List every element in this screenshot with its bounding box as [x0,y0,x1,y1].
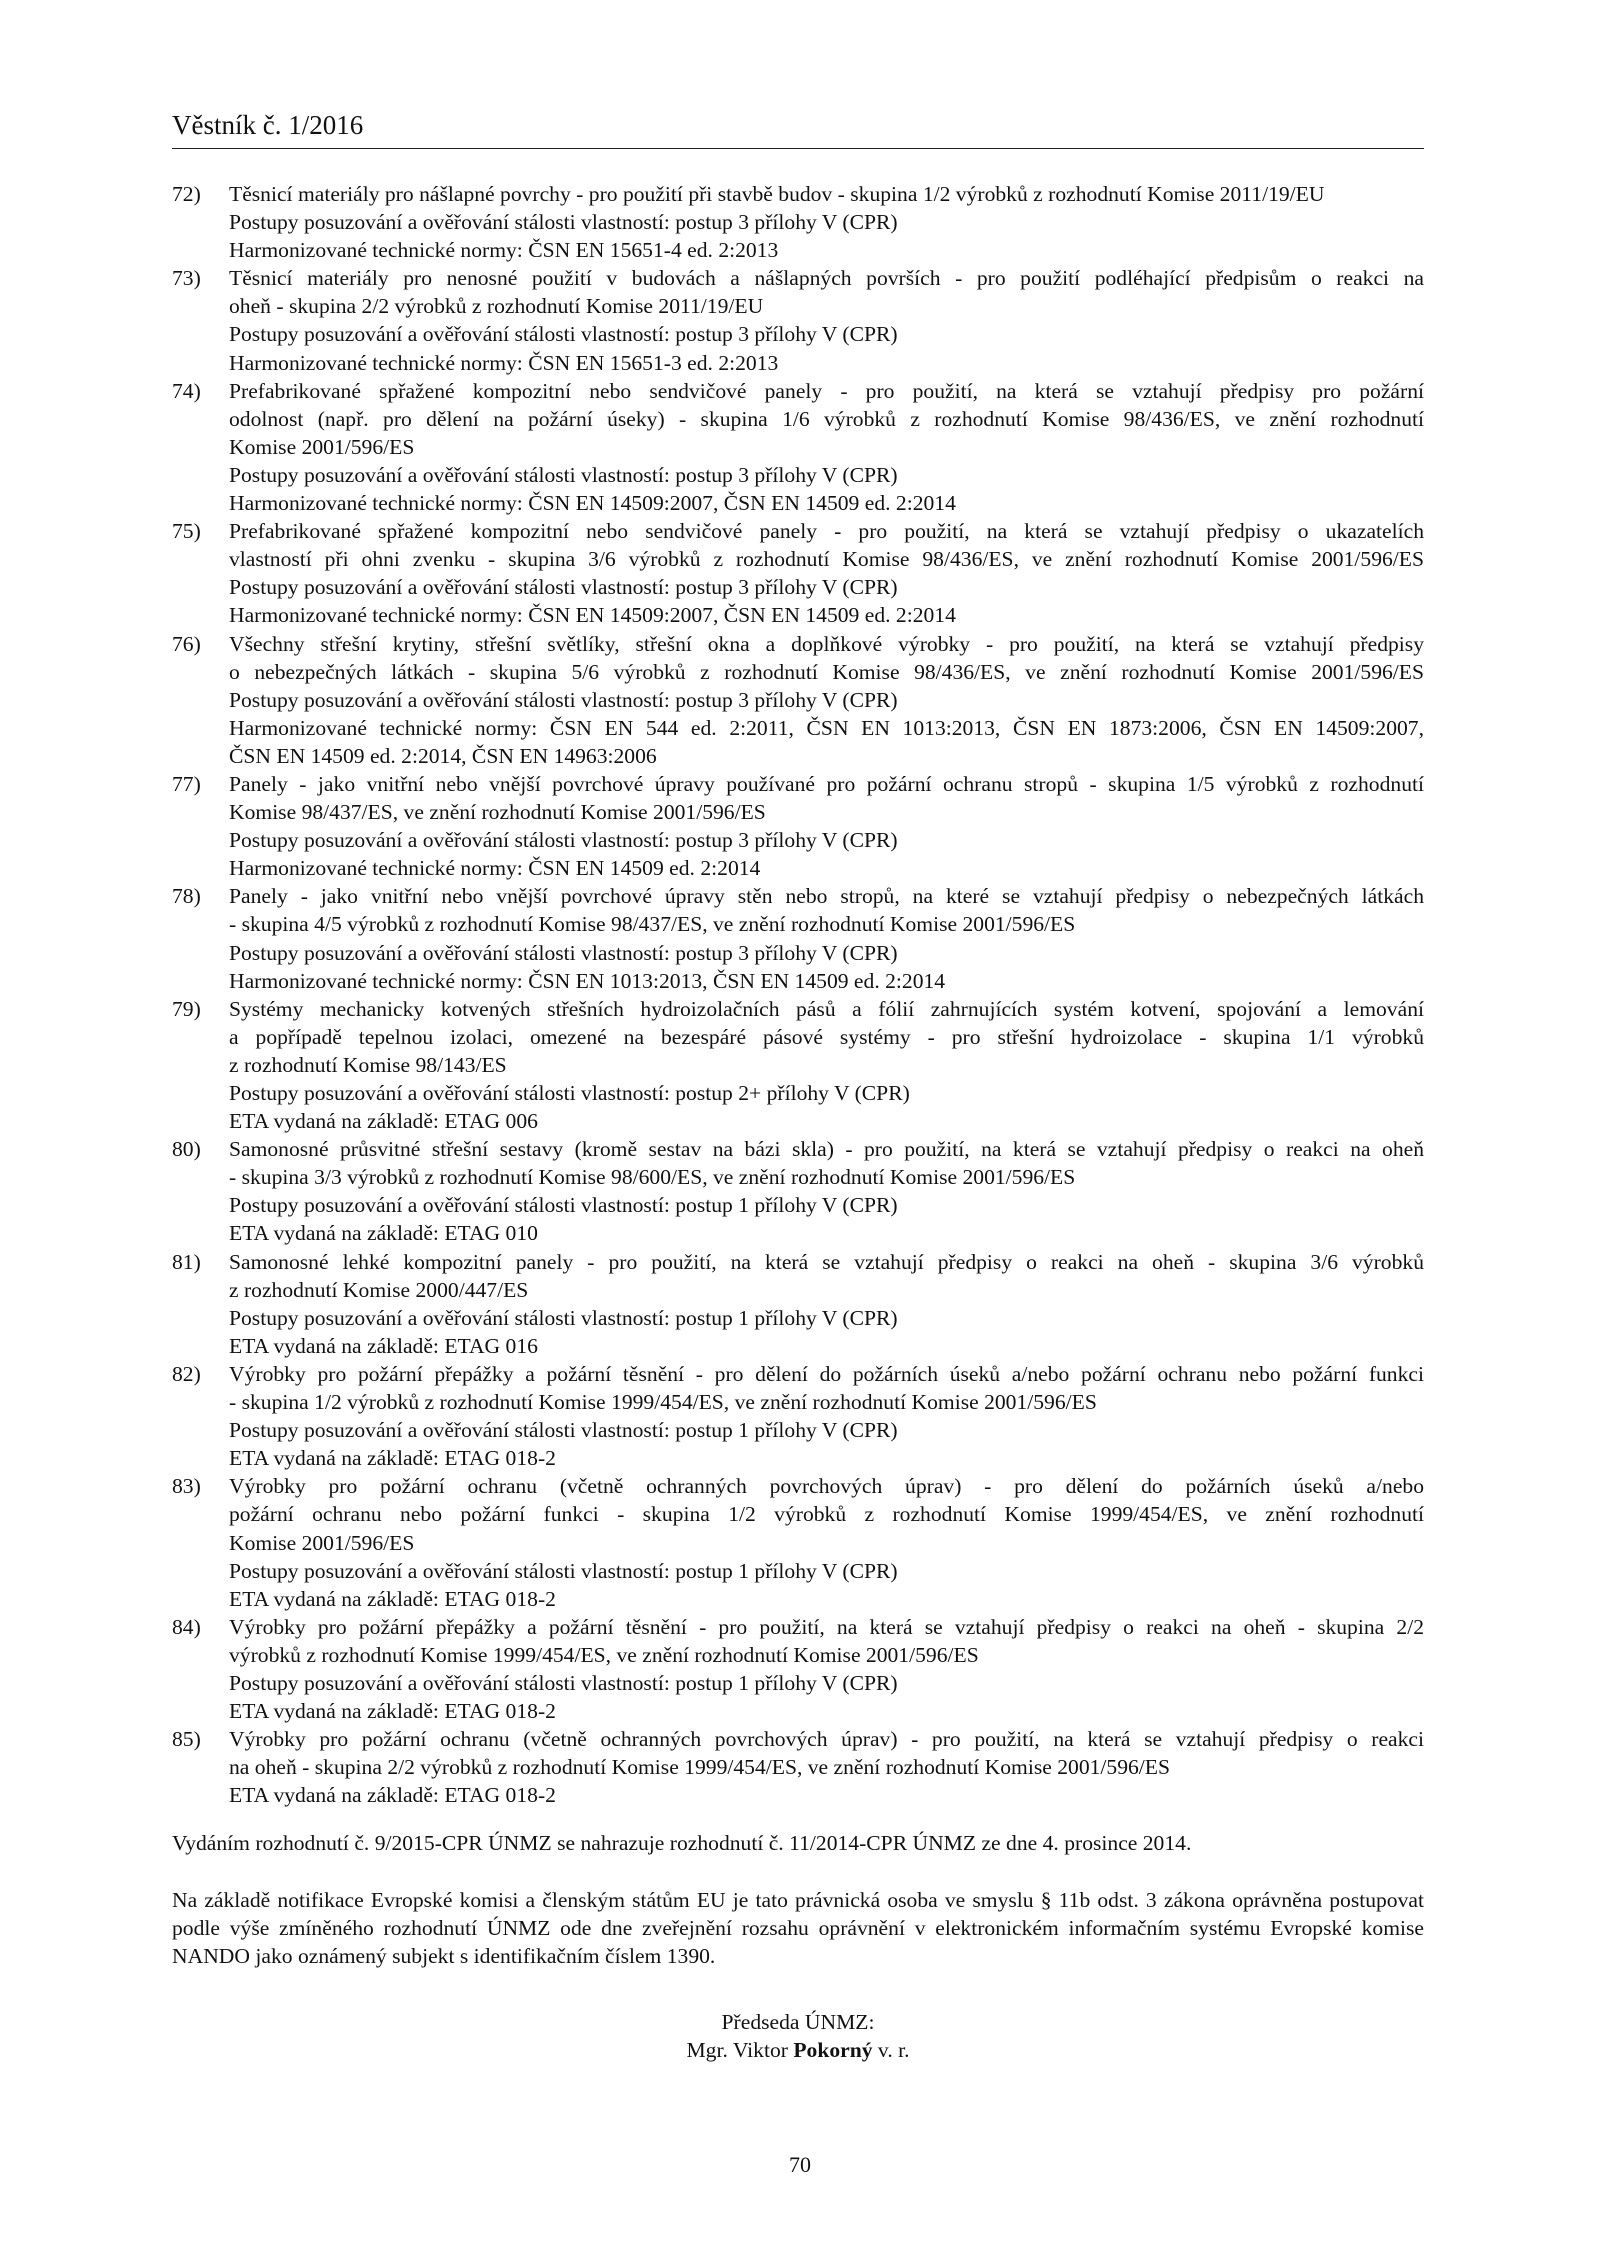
list-item [172,377,1424,517]
list-item [172,1248,1424,1360]
list-item-line: Komise 98/437/ES, ve znění rozhodnutí Komise 2001/596/ES [229,800,766,825]
list-item-line: Panely - jako vnitřní nebo vnější povrchové úpravy používané pro požární ochranu stropů - skupina 1/5 výrobků z rozhodnutí [229,771,1424,796]
list-item-line: Postupy posuzování a ověřování stálosti vlastností: postup 1 přílohy V (CPR) [229,1670,898,1695]
list-item-line: z rozhodnutí Komise 98/143/ES [229,1052,507,1077]
list-item-line: Postupy posuzování a ověřování stálosti vlastností: postup 3 přílohy V (CPR) [229,210,898,235]
list-item-line: Harmonizované technické normy: ČSN EN 544 ed. 2:2011, ČSN EN 1013:2013, ČSN EN 1873:2006, ČSN EN 14509:2007, [229,715,1424,740]
list-item-line: požární ochranu nebo požární funkci - skupina 1/2 výrobků z rozhodnutí Komise 1999/454/ES, ve znění rozhodnutí [229,1502,1424,1527]
list-item [172,1135,1424,1247]
list-item-line: Postupy posuzování a ověřování stálosti vlastností: postup 3 přílohy V (CPR) [229,828,898,853]
numbered-list [172,180,1424,1809]
list-item-line: o nebezpečných látkách - skupina 5/6 výrobků z rozhodnutí Komise 98/436/ES, ve znění rozhodnutí Komise 2001/596/ES [229,659,1424,684]
list-item-line: Všechny střešní krytiny, střešní světlíky, střešní okna a doplňkové výrobky - pro použití, na která se vztahují předpisy [229,631,1424,656]
list-item-line: Harmonizované technické normy: ČSN EN 15651-4 ed. 2:2013 [229,238,779,263]
notification-paragraph: Na základě notifikace Evropské komisi a členským státům EU je tato právnická osoba ve smyslu § 11b odst. 3 zákona oprávněna postupovat podle výše zmíněného rozhodnutí ÚNMZ ode dne zveřejnění rozsahu oprávnění v elektronickém informačním systému Evropské komise NANDO jako oznámený subjekt s identifikačním číslem 1390. [172,1887,1424,1968]
list-item-number: 75) [172,519,201,544]
list-item-line: Postupy posuzování a ověřování stálosti vlastností: postup 1 přílohy V (CPR) [229,1558,898,1583]
list-item-number: 84) [172,1614,201,1639]
list-item-line: Harmonizované technické normy: ČSN EN 14509 ed. 2:2014 [229,856,761,881]
list-item-line: Komise 2001/596/ES [229,434,415,459]
document-content [172,180,1424,2064]
list-item-line: Prefabrikované spřažené kompozitní nebo sendvičové panely - pro použití, na která se vztahují předpisy o ukazatelích [229,519,1424,544]
list-item-line: Komise 2001/596/ES [229,1530,415,1555]
list-item-line: - skupina 4/5 výrobků z rozhodnutí Komise 98/437/ES, ve znění rozhodnutí Komise 2001/596/ES [229,912,1076,937]
list-item-line: Harmonizované technické normy: ČSN EN 15651-3 ed. 2:2013 [229,350,779,375]
list-item-line: na oheň - skupina 2/2 výrobků z rozhodnutí Komise 1999/454/ES, ve znění rozhodnutí Komise 2001/596/ES [229,1755,1171,1780]
list-item-line: ETA vydaná na základě: ETAG 018-2 [229,1699,556,1724]
signature-name [172,2036,1424,2064]
list-item [172,1360,1424,1472]
list-item-number: 76) [172,631,201,656]
list-item-line: Těsnicí materiály pro nášlapné povrchy - pro použití při stavbě budov - skupina 1/2 výrobků z rozhodnutí Komise 2011/19/EU [229,182,1325,206]
list-item [172,517,1424,629]
list-item-line: Postupy posuzování a ověřování stálosti vlastností: postup 1 přílohy V (CPR) [229,1193,898,1218]
list-item-line: Postupy posuzování a ověřování stálosti vlastností: postup 3 přílohy V (CPR) [229,322,898,347]
list-item [172,882,1424,994]
list-item-line: Postupy posuzování a ověřování stálosti vlastností: postup 3 přílohy V (CPR) [229,575,898,600]
page-number: 70 [789,2152,811,2177]
list-item-line: výrobků z rozhodnutí Komise 1999/454/ES, ve znění rozhodnutí Komise 2001/596/ES [229,1642,979,1667]
list-item [172,995,1424,1135]
list-item-number: 77) [172,771,201,796]
list-item [172,1472,1424,1612]
list-item-line: ETA vydaná na základě: ETAG 018-2 [229,1446,556,1471]
list-item-line: Samonosné průsvitné střešní sestavy (kromě sestav na bázi skla) - pro použití, na která se vztahují předpisy o reakci na oheň [229,1137,1424,1162]
list-item [172,1725,1424,1809]
list-item-line: - skupina 1/2 výrobků z rozhodnutí Komise 1999/454/ES, ve znění rozhodnutí Komise 2001/596/ES [229,1390,1097,1415]
list-item-line: Harmonizované technické normy: ČSN EN 1013:2013, ČSN EN 14509 ed. 2:2014 [229,968,946,993]
list-item-number: 83) [172,1474,201,1499]
list-item-line: ETA vydaná na základě: ETAG 006 [229,1109,538,1134]
list-item [172,264,1424,376]
list-item-number: 78) [172,884,201,909]
signature-block [172,2008,1424,2064]
list-item-line: Samonosné lehké kompozitní panely - pro použití, na která se vztahují předpisy o reakci na oheň - skupina 3/6 výrobků [229,1249,1424,1274]
signature-surname: Pokorný [793,2037,873,2062]
list-item-line: ETA vydaná na základě: ETAG 010 [229,1221,538,1246]
list-item-line: oheň - skupina 2/2 výrobků z rozhodnutí Komise 2011/19/EU [229,294,764,319]
list-item-line: Postupy posuzování a ověřování stálosti vlastností: postup 1 přílohy V (CPR) [229,1305,898,1330]
list-item [172,770,1424,882]
replacement-paragraph: Vydáním rozhodnutí č. 9/2015-CPR ÚNMZ se nahrazuje rozhodnutí č. 11/2014-CPR ÚNMZ ze dne 4. prosince 2014. [172,1831,1192,1856]
signature-name-suffix: v. r. [872,2037,910,2062]
list-item-number: 85) [172,1727,201,1752]
list-item-number: 80) [172,1137,201,1162]
list-item-number: 72) [172,182,201,206]
list-item-line: Postupy posuzování a ověřování stálosti vlastností: postup 3 přílohy V (CPR) [229,940,898,965]
list-item [172,1613,1424,1725]
list-item-line: Výrobky pro požární ochranu (včetně ochranných povrchových úprav) - pro použití, na která se vztahují předpisy o reakci [229,1727,1424,1752]
list-item-line: ETA vydaná na základě: ETAG 018-2 [229,1586,556,1611]
list-item-line: ČSN EN 14509 ed. 2:2014, ČSN EN 14963:2006 [229,743,657,768]
list-item-line: Postupy posuzování a ověřování stálosti vlastností: postup 3 přílohy V (CPR) [229,687,898,712]
list-item-line: Výrobky pro požární přepážky a požární těsnění - pro dělení do požárních úseků a/nebo požární ochranu nebo požární funkci [229,1361,1424,1386]
list-item-line: Prefabrikované spřažené kompozitní nebo sendvičové panely - pro použití, na která se vztahují předpisy pro požární [229,378,1424,403]
page-header: Věstník č. 1/2016 [172,108,1424,149]
list-item-number: 73) [172,266,201,291]
list-item-line: Panely - jako vnitřní nebo vnější povrchové úpravy stěn nebo stropů, na které se vztahují předpisy o nebezpečných látkách [229,884,1424,909]
list-item-line: Výrobky pro požární přepážky a požární těsnění - pro použití, na která se vztahují předpisy o reakci na oheň - skupina 2/2 [229,1614,1424,1639]
list-item-line: - skupina 3/3 výrobků z rozhodnutí Komise 98/600/ES, ve znění rozhodnutí Komise 2001/596/ES [229,1165,1076,1190]
list-item-line: Harmonizované technické normy: ČSN EN 14509:2007, ČSN EN 14509 ed. 2:2014 [229,603,956,628]
list-item-line: Výrobky pro požární ochranu (včetně ochranných povrchových úprav) - pro dělení do požárních úseků a/nebo [229,1474,1424,1499]
list-item-number: 79) [172,996,201,1021]
list-item-line: Postupy posuzování a ověřování stálosti vlastností: postup 1 přílohy V (CPR) [229,1418,898,1443]
list-item-line: ETA vydaná na základě: ETAG 016 [229,1333,538,1358]
list-item [172,180,1424,264]
list-item-line: Těsnicí materiály pro nenosné použití v budovách a nášlapných površích - pro použití podléhající předpisům o reakci na [229,266,1424,291]
signature-name-prefix: Mgr. Viktor [686,2037,794,2062]
list-item-line: z rozhodnutí Komise 2000/447/ES [229,1277,529,1302]
list-item [172,630,1424,770]
signature-role: Předseda ÚNMZ: [721,2009,875,2034]
list-item-line: Postupy posuzování a ověřování stálosti vlastností: postup 2+ přílohy V (CPR) [229,1081,910,1105]
list-item-line: a popřípadě tepelnou izolaci, omezené na bezespáré pásové systémy - pro střešní hydroizolace - skupina 1/1 výrobků [229,1024,1424,1049]
list-item-line: ETA vydaná na základě: ETAG 018-2 [229,1783,556,1808]
list-item-line: Systémy mechanicky kotvených střešních hydroizolačních pásů a fólií zahrnujících systém kotvení, spojování a lemování [229,996,1424,1021]
list-item-line: Postupy posuzování a ověřování stálosti vlastností: postup 3 přílohy V (CPR) [229,462,898,487]
list-item-number: 81) [172,1249,201,1274]
list-item-number: 74) [172,378,201,403]
list-item-line: Harmonizované technické normy: ČSN EN 14509:2007, ČSN EN 14509 ed. 2:2014 [229,491,956,516]
list-item-number: 82) [172,1361,201,1386]
list-item-line: odolnost (např. pro dělení na požární úseky) - skupina 1/6 výrobků z rozhodnutí Komise 98/436/ES, ve znění rozhodnutí [229,406,1424,431]
list-item-line: vlastností při ohni zvenku - skupina 3/6 výrobků z rozhodnutí Komise 98/436/ES, ve znění rozhodnutí Komise 2001/596/ES [229,547,1424,572]
